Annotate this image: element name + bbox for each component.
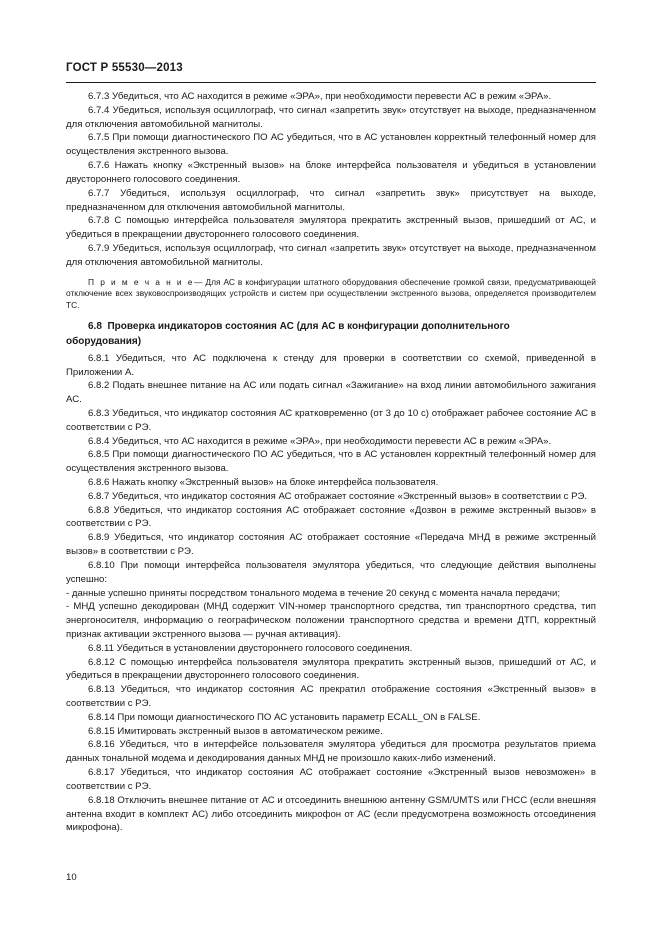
paragraph-6-8-14: 6.8.14 При помощи диагностического ПО АС установить параметр ECALL_ON в FALSE. — [88, 711, 481, 723]
paragraph-6-8-10: 6.8.10 При помощи интерфейса пользователя эмулятора убедиться, что следующие действия выполнены успешно: — [66, 559, 596, 585]
page-header-standard-number: ГОСТ Р 55530—2013 — [66, 62, 183, 74]
paragraph-6-7-7: 6.7.7 Убедиться, используя осциллограф, что сигнал «запретить звук» присутствует на выходе, предназначенном для отключения автомобильной магнитолы. — [66, 187, 596, 213]
paragraph-6-8-9: 6.8.9 Убедиться, что индикатор состояния АС отображает состояние «Передача МНД в режиме экстренный вызов» в соответствии с РЭ. — [66, 532, 596, 558]
note-block — [66, 277, 596, 313]
paragraph-6-8-4: 6.8.4 Убедиться, что АС находится в режиме «ЭРА», при необходимости перевести АС в режим «ЭРА». — [88, 435, 552, 447]
paragraph-6-7-3: 6.7.3 Убедиться, что АС находится в режиме «ЭРА», при необходимости перевести АС в режим «ЭРА». — [88, 91, 552, 102]
paragraph-6-8-16: 6.8.16 Убедиться, что в интерфейсе пользователя эмулятора убедиться для просмотра результатов приема данных тональной модема и декодирования данных МНД не произошло каких-либо изменений. — [66, 739, 596, 765]
list-item-2: - МНД успешно декодирован (МНД содержит VIN-номер транспортного средства, тип транспортного средства, тип энергоносителя, информацию о географическом положении транспортного средства и времени ДТП, корректный признак активации экстренного вызова — ручная активация). — [66, 601, 596, 640]
page-number: 10 — [66, 872, 77, 883]
paragraph-6-8-1: 6.8.1 Убедиться, что АС подключена к стенду для проверки в соответствии со схемой, приведенной в Приложении А. — [66, 352, 596, 378]
section-title-line1: Проверка индикаторов состояния АС (для АС в конфигурации дополнительного — [107, 321, 510, 333]
section-number: 6.8 — [88, 321, 102, 333]
paragraph-6-8-17: 6.8.17 Убедиться, что индикатор состояния АС отображает состояние «Экстренный вызов невозможен» в соответствии с РЭ. — [66, 767, 596, 792]
header-divider — [66, 82, 596, 83]
section-title-line2: оборудования) — [66, 335, 142, 347]
note-text: — Для АС в конфигурации штатного оборудования обеспечение громкой связи, предусматривающей отключение всех звуковоспроизводящих устройств и систем при осуществлении экстренного вызова, определяется производителем ТС. — [66, 276, 596, 311]
page-body — [66, 90, 596, 835]
paragraph-6-7-4: 6.7.4 Убедиться, используя осциллограф, что сигнал «запретить звук» отсутствует на выходе, предназначенном для отключения автомобильной магнитолы. — [66, 104, 596, 130]
paragraph-6-8-2: 6.8.2 Подать внешнее питание на АС или подать сигнал «Зажигание» на вход линии автомобильного зажигания АС. — [66, 380, 596, 406]
paragraph-6-8-13: 6.8.13 Убедиться, что индикатор состояния АС прекратил отображение состояния «Экстренный вызов» в соответствии с РЭ. — [66, 684, 596, 710]
paragraph-6-8-11: 6.8.11 Убедиться в установлении двустороннего голосового соединения. — [88, 642, 413, 654]
paragraph-6-8-8: 6.8.8 Убедиться, что индикатор состояния АС отображает состояние «Дозвон в режиме экстренный вызов» в соответствии с РЭ. — [66, 504, 596, 530]
paragraph-6-7-9: 6.7.9 Убедиться, используя осциллограф, что сигнал «запретить звук» отсутствует на выходе, предназначенном для отключения автомобильной магнитолы. — [66, 242, 596, 268]
section-heading-6-8 — [66, 320, 596, 348]
paragraph-6-8-7: 6.8.7 Убедиться, что индикатор состояния АС отображает состояние «Экстренный вызов» в соответствии с РЭ. — [88, 490, 588, 502]
list-item-1: - данные успешно приняты посредством тонального модема в течение 20 секунд с момента начала передачи; — [66, 587, 561, 599]
paragraph-6-8-12: 6.8.12 С помощью интерфейса пользователя эмулятора прекратить экстренный вызов, пришедший от АС, и убедиться в прекращении двустороннего голосового соединения. — [66, 656, 596, 682]
note-label: П р и м е ч а н и е — [88, 276, 195, 287]
paragraph-6-7-5: 6.7.5 При помощи диагностического ПО АС убедиться, что в АС установлен корректный телефонный номер для осуществления экстренного вызова. — [66, 132, 596, 158]
paragraph-6-8-15: 6.8.15 Имитировать экстренный вызов в автоматическом режиме. — [88, 725, 383, 737]
paragraph-6-7-8: 6.7.8 С помощью интерфейса пользователя эмулятора прекратить экстренный вызов, пришедший от АС, и убедиться в прекращении двустороннего голосового соединения. — [66, 215, 596, 241]
paragraph-6-7-6: 6.7.6 Нажать кнопку «Экстренный вызов» на блоке интерфейса пользователя и убедиться в установлении двустороннего голосового соединения. — [66, 160, 596, 185]
paragraph-6-8-5: 6.8.5 При помощи диагностического ПО АС убедиться, что в АС установлен корректный телефонный номер для осуществления экстренного вызова. — [66, 449, 596, 475]
paragraph-6-8-18: 6.8.18 Отключить внешнее питание от АС и отсоединить внешнюю антенну GSM/UMTS или ГНСС (если внешняя антенна входит в комплект АС) либо отсоединить микрофон от АС (если предусмотрена возможность отсоединения микрофона). — [66, 794, 596, 834]
paragraph-6-8-6: 6.8.6 Нажать кнопку «Экстренный вызов» на блоке интерфейса пользователя. — [88, 477, 439, 489]
paragraph-6-8-3: 6.8.3 Убедиться, что индикатор состояния АС кратковременно (от 3 до 10 с) отображает рабочее состояние АС в соответствии с РЭ. — [66, 407, 596, 433]
